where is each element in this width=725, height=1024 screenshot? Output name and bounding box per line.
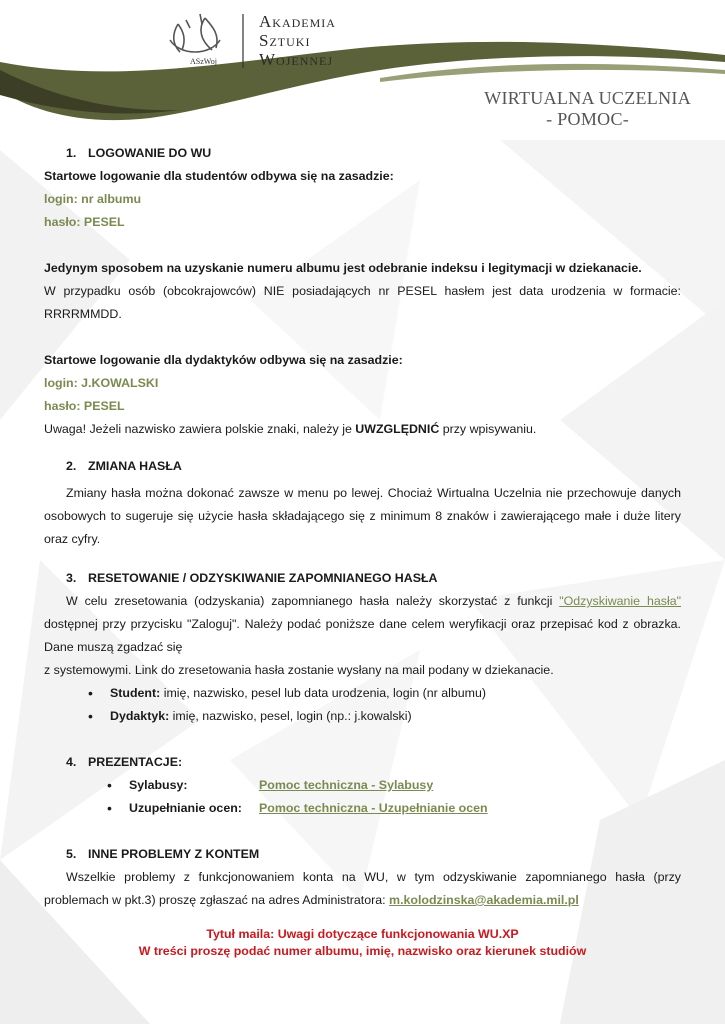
academy-name (259, 12, 336, 69)
reset-requirements-list (44, 682, 681, 728)
grades-help-link[interactable]: Pomoc techniczna - Uzupełnianie ocen (259, 801, 488, 815)
page-title (484, 88, 691, 130)
other-problems-text: Wszelkie problemy z funkcjonowaniem konta na WU, w tym odzyskiwanie zapomnianego hasła (przy problemach w pkt.3) proszę zgłaszać na adres Administratora: m.kolodzinska@akademia.mil.pl (44, 870, 681, 907)
presentation-item: • Uzupełnianie ocen: Pomoc techniczna - Uzupełnianie ocen (44, 797, 681, 820)
password-recovery-link[interactable]: "Odzyskiwanie hasła" (559, 594, 681, 608)
section-heading: 5. INNE PROBLEMY Z KONTEM (66, 847, 260, 861)
page-title-line2: - POMOC- (546, 109, 630, 129)
students-login-intro: Startowe logowanie dla studentów odbywa się na zasadzie: (44, 169, 394, 183)
teachers-password-value: hasło: PESEL (44, 399, 125, 413)
academy-name-line: Akademia (259, 12, 336, 31)
section-heading: 4. PREZENTACJE: (66, 755, 183, 769)
foreigners-info: W przypadku osób (obcokrajowców) NIE posiadających nr PESEL hasłem jest data urodzenia w formacie: RRRRMMDD. (44, 284, 681, 321)
teachers-login-value: login: J.KOWALSKI (44, 376, 159, 390)
email-content-note: W treści proszę podać numer albumu, imię, nazwisko oraz kierunek studiów (138, 944, 587, 958)
password-reset-text-line2: z systemowymi. Link do zresetowania hasła zostanie wysłany na mail podany w dziekanacie. (44, 663, 554, 677)
syllabus-help-link[interactable]: Pomoc techniczna - Sylabusy (259, 778, 434, 792)
academy-name-line: Wojennej (259, 50, 334, 69)
page-title-line1: WIRTUALNA UCZELNIA (484, 88, 691, 108)
section-heading: 1. LOGOWANIE DO WU (66, 146, 212, 160)
email-subject-note: Tytuł maila: Uwagi dotyczące funkcjonowania WU.XP (206, 927, 519, 941)
teachers-login-intro: Startowe logowanie dla dydaktyków odbywa się na zasadzie: (44, 353, 403, 367)
students-password-value: hasło: PESEL (44, 215, 125, 229)
album-info: Jedynym sposobem na uzyskanie numeru albumu jest odebranie indeksu i legitymacji w dziekanacie. (44, 261, 642, 275)
polish-chars-note: Uwaga! Jeżeli nazwisko zawiera polskie znaki, należy je UWZGLĘDNIĆ przy wpisywaniu. (44, 422, 537, 436)
list-item: • Student: imię, nazwisko, pesel lub data urodzenia, login (nr albumu) (88, 685, 487, 701)
logo-abbreviation: ASzWoj (190, 57, 217, 66)
students-login-value: login: nr albumu (44, 192, 142, 206)
section-heading: 3. RESETOWANIE / ODZYSKIWANIE ZAPOMNIANEGO HASŁA (66, 571, 438, 585)
logo-emblem-icon (170, 14, 220, 52)
help-content (44, 142, 681, 960)
academy-name-line: Sztuki (259, 31, 311, 50)
list-item: • Dydaktyk: imię, nazwisko, pesel, login (np.: j.kowalski) (88, 708, 412, 724)
presentation-item: • Sylabusy: Pomoc techniczna - Sylabusy (44, 774, 681, 797)
section-heading: 2. ZMIANA HASŁA (66, 459, 182, 473)
admin-email-link[interactable]: m.kolodzinska@akademia.mil.pl (389, 893, 579, 907)
password-reset-text: W celu zresetowania (odzyskania) zapomnianego hasła należy skorzystać z funkcji "Odzyskiwanie hasła" dostępnej przy przycisku "Zaloguj". Należy podać poniższe dane celem weryfikacji oraz przepisać kod z obrazka. Dane muszą zgadzać się (44, 594, 681, 654)
password-change-text: Zmiany hasła można dokonać zawsze w menu po lewej. Chociaż Wirtualna Uczelnia nie przechowuje danych osobowych to sugeruje się użycie hasła składającego się z minimum 8 znaków i zawierającego małe i duże litery oraz cyfry. (44, 486, 681, 546)
